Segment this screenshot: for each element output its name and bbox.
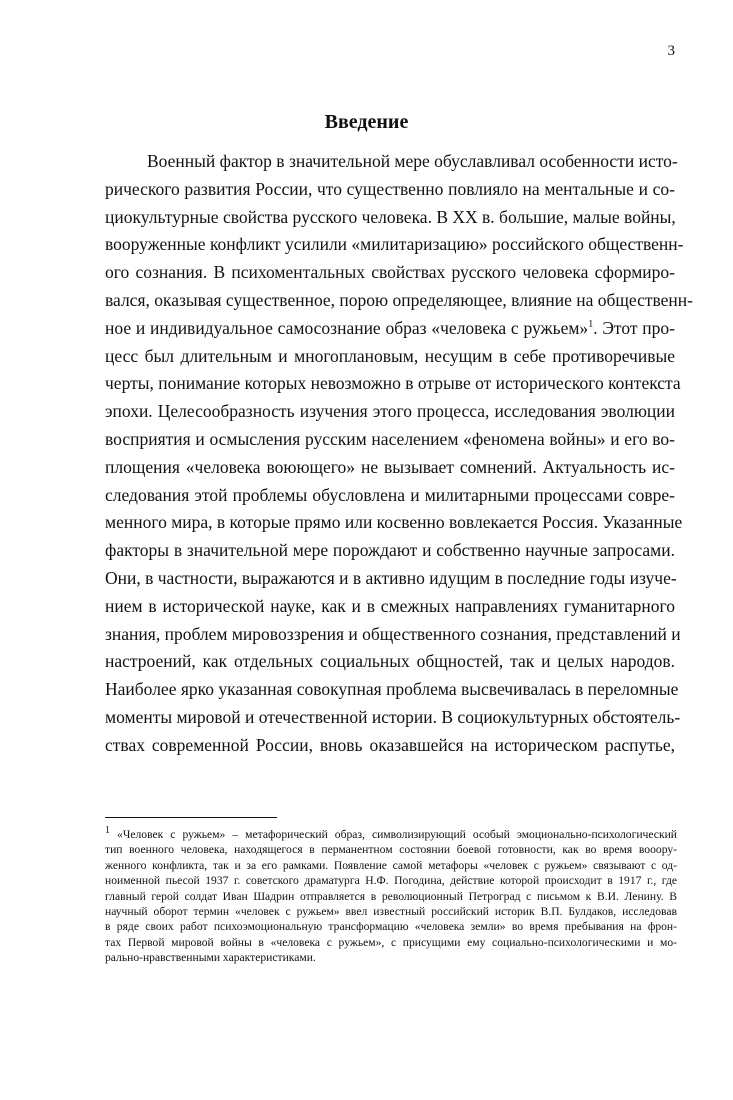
- footnote-marker: 1: [105, 825, 110, 837]
- body-line: вооруженные конфликт усилили «милитаризацию» российского общественн-: [105, 234, 684, 255]
- body-line: рического развития России, что существенно повлияло на ментальные и со-: [105, 178, 675, 199]
- body-line: Наиболее ярко указанная совокупная проблема высвечивалась в переломные: [105, 679, 679, 700]
- body-line: эпохи. Целесообразность изучения этого процесса, исследования эволюции: [105, 401, 675, 422]
- page-title: Введение: [324, 111, 409, 133]
- footnote-line: тах Первой мировой войны в «человека с ружьем», с присущими ему социально-психологическими и мо-: [105, 935, 677, 949]
- footnote-line-first: [105, 827, 677, 842]
- footnote-reference: 1: [588, 318, 594, 330]
- body-line-with-footnote: [105, 315, 675, 343]
- body-line: следования этой проблемы обусловлена и милитарными процессами совре-: [105, 484, 675, 505]
- footnote-divider: [105, 817, 277, 818]
- body-line: Они, в частности, выражаются и в активно идущим в последние годы изуче-: [105, 567, 677, 588]
- footnote-line-last: рально-нравственными характеристиками.: [105, 951, 316, 965]
- body-line: цесс был длительным и многоплановым, несущим в себе противоречивые: [105, 345, 675, 366]
- footnote-line: научный оборот термин «человек с ружьем» ввел известный российский историк В.П. Булдаков, исследовав: [105, 905, 677, 919]
- page-number: 3: [667, 43, 675, 59]
- body-text: [105, 148, 693, 760]
- body-line: ствах современной России, вновь оказавшейся на историческом распутье,: [105, 734, 675, 755]
- body-line: ого сознания. В психоментальных свойствах русского человека сформиро-: [105, 262, 675, 283]
- body-line-tail: . Этот про-: [593, 317, 675, 338]
- footnote-line: женного конфликта, так и за его рамками. Появление самой метафоры «человек с ружьем» связывают с од-: [105, 858, 677, 872]
- footnote-line: в ряде своих работ психоэмоциональную трансформацию «человека земли» во время пребывания на фрон-: [105, 920, 677, 934]
- footnote-line: тип военного человека, находящегося в перманентном состоянии боевой готовности, как во время вооору-: [105, 843, 677, 857]
- body-line-text: ное и индивидуальное самосознание образ «человека с ружьем»: [105, 317, 589, 338]
- footnote-text: «Человек с ружьем» – метафорический образ, символизирующий особый эмоционально-психологический: [117, 828, 677, 841]
- footnote: [105, 827, 677, 966]
- body-line: площения «человека воюющего» не вызывает сомнений. Актуальность ис-: [105, 456, 675, 477]
- body-line: вался, оказывая существенное, порою определяющее, влияние на общественн-: [105, 289, 693, 310]
- footnote-line: главный герой солдат Иван Шадрин отправляется в революционный Петроград с письмом к В.И. Ленину. В: [105, 889, 677, 903]
- body-line: знания, проблем мировоззрения и общественного сознания, представлений и: [105, 623, 681, 644]
- body-line: черты, понимание которых невозможно в отрыве от исторического контекста: [105, 373, 681, 394]
- body-line: факторы в значительной мере порождают и собственно научные запросами.: [105, 540, 675, 561]
- body-line: нием в исторической науке, как и в смежных направлениях гуманитарного: [105, 595, 675, 616]
- footnote-line: ноименной пьесой 1937 г. советского драматурга Н.Ф. Погодина, действие которой происходит в 1917 г., где: [105, 874, 677, 888]
- body-line: моменты мировой и отечественной истории. В социокультурных обстоятель-: [105, 706, 681, 727]
- body-line: менного мира, в которые прямо или косвенно вовлекается Россия. Указанные: [105, 512, 683, 533]
- body-line: циокультурные свойства русского человека. В XX в. большие, малые войны,: [105, 206, 676, 227]
- body-line: Военный фактор в значительной мере обуславливал особенности исто-: [147, 151, 678, 171]
- body-line: настроений, как отдельных социальных общностей, так и целых народов.: [105, 651, 675, 672]
- body-line: восприятия и осмысления русским населением «феномена войны» и его во-: [105, 428, 675, 449]
